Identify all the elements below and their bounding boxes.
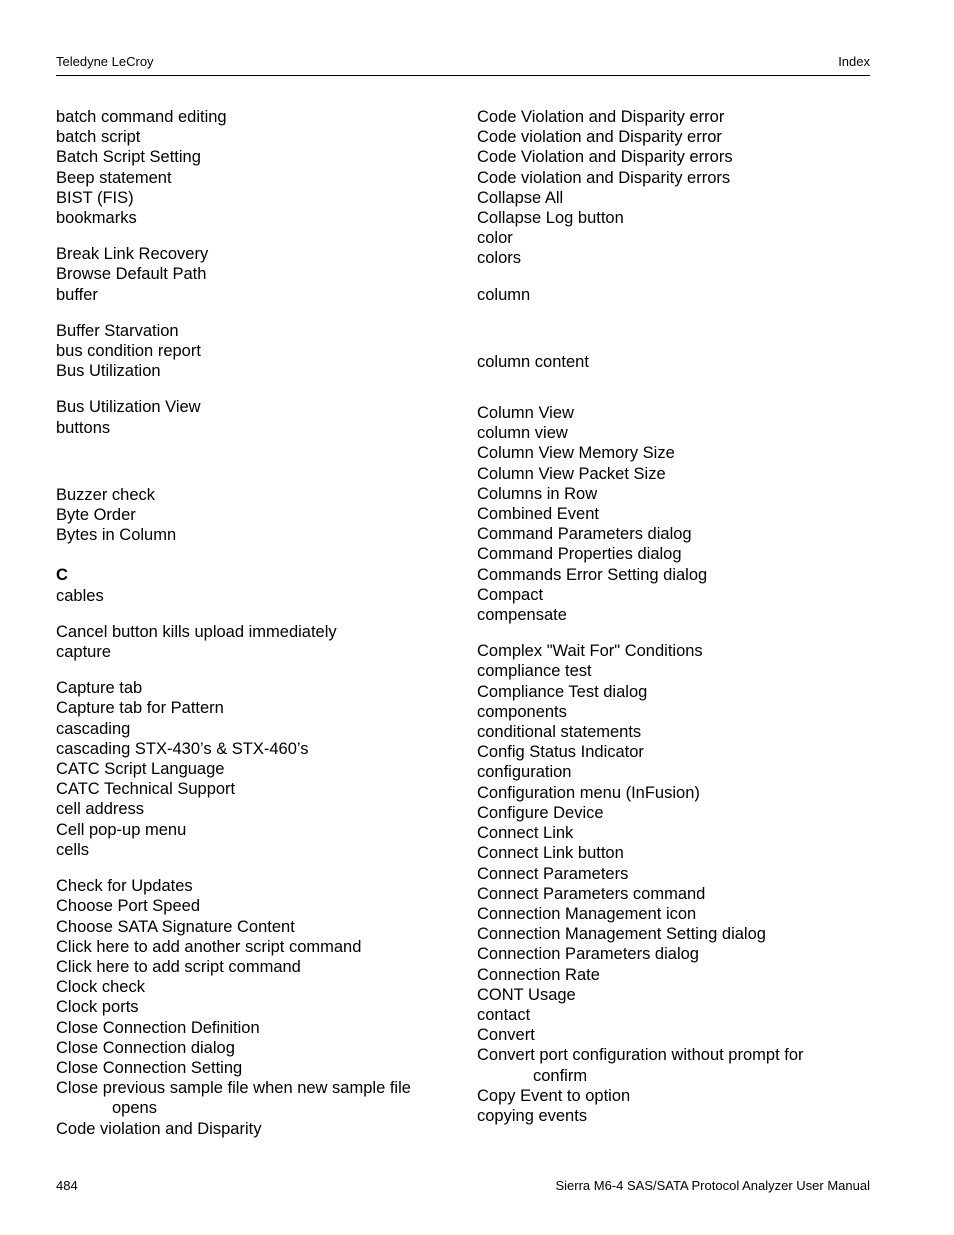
index-entry xyxy=(477,484,872,504)
index-entry xyxy=(477,168,872,188)
index-entry xyxy=(477,147,872,167)
index-entry xyxy=(56,505,451,525)
index-entry-text: Close Connection Definition xyxy=(56,1018,260,1037)
index-entry xyxy=(56,147,451,167)
index-entry xyxy=(477,864,872,884)
index-entry xyxy=(56,127,451,147)
index-entry-text: Config Status Indicator xyxy=(477,743,644,762)
index-entry-text: Combined Event xyxy=(477,505,599,524)
index-entry-text: column xyxy=(477,285,531,304)
index-entry xyxy=(56,1078,451,1118)
index-entry-text: Column View Packet Size xyxy=(477,464,666,483)
index-entry-text: CATC Technical Support xyxy=(56,780,236,799)
index-entry xyxy=(477,352,872,372)
index-entry xyxy=(56,977,451,997)
index-entry xyxy=(56,397,451,417)
index-entry-text: cascading xyxy=(56,719,131,738)
index-entry-text: Connection Management Setting dialog xyxy=(477,925,766,944)
index-entry-text: cascading STX-430’s & STX-460’s xyxy=(56,739,309,758)
index-entry xyxy=(56,937,451,957)
index-entry xyxy=(56,208,451,228)
index-entry xyxy=(56,642,451,662)
index-entry-text: Click here to add another script command xyxy=(56,937,362,956)
index-entry xyxy=(56,997,451,1017)
index-entry xyxy=(56,698,451,718)
index-entry-text: Bus Utilization View xyxy=(56,398,201,417)
index-entry xyxy=(477,1086,872,1106)
index-entry xyxy=(477,544,872,564)
index-entry xyxy=(477,107,872,127)
running-header-company: Teledyne LeCroy xyxy=(56,54,154,69)
index-entry xyxy=(56,622,451,642)
index-entry xyxy=(477,228,872,248)
index-entry xyxy=(477,965,872,985)
index-entry xyxy=(56,525,451,545)
index-entry-text: compliance test xyxy=(477,662,592,681)
index-entry xyxy=(56,678,451,698)
index-entry xyxy=(56,361,451,381)
index-entry-text: Collapse Log button xyxy=(477,209,624,228)
index-entry xyxy=(477,884,872,904)
index-entry xyxy=(56,779,451,799)
index-entry xyxy=(477,127,872,147)
index-entry-text: Command Properties dialog xyxy=(477,545,682,564)
index-entry xyxy=(477,702,872,722)
index-entry-text: C xyxy=(56,566,68,585)
index-entry-text: Connection Parameters dialog xyxy=(477,945,699,964)
index-entry-text: Connection Rate xyxy=(477,965,600,984)
index-entry xyxy=(477,1025,872,1045)
page-number: 484 xyxy=(56,1178,78,1193)
index-entry-text: Buzzer check xyxy=(56,485,156,504)
index-entry-text: cables xyxy=(56,586,104,605)
index-entry xyxy=(56,1018,451,1038)
index-entry-text: Cell pop-up menu xyxy=(56,820,187,839)
index-entry-text: cells xyxy=(56,840,90,859)
index-entry xyxy=(56,244,451,264)
header-divider xyxy=(56,75,870,76)
index-entry xyxy=(477,443,872,463)
index-entry xyxy=(56,418,451,438)
index-entry xyxy=(56,719,451,739)
index-entry-text: buffer xyxy=(56,285,98,304)
index-entry xyxy=(56,820,451,840)
index-entry xyxy=(477,682,872,702)
index-entry-text: Code violation and Disparity error xyxy=(477,128,722,147)
index-entry-text: Column View Memory Size xyxy=(477,444,675,463)
index-entry xyxy=(56,321,451,341)
index-entry xyxy=(477,641,872,661)
index-entry-continuation: opens xyxy=(112,1099,157,1118)
index-entry-text: Clock check xyxy=(56,978,145,997)
index-entry-text: column content xyxy=(477,352,589,371)
index-entry-text: Connect Parameters command xyxy=(477,884,706,903)
index-entry xyxy=(477,722,872,742)
index-entry-text: CONT Usage xyxy=(477,985,576,1004)
index-entry xyxy=(477,904,872,924)
index-entry-text: column view xyxy=(477,424,568,443)
index-entry-text: Connect Link button xyxy=(477,844,624,863)
index-entry-text: Code violation and Disparity xyxy=(56,1119,262,1138)
index-letter-heading xyxy=(56,565,451,585)
index-entry-text: buttons xyxy=(56,418,111,437)
index-entry xyxy=(477,188,872,208)
index-entry xyxy=(477,1106,872,1126)
index-entry-text: components xyxy=(477,702,567,721)
index-entry-text: Buffer Starvation xyxy=(56,321,179,340)
index-entry xyxy=(56,485,451,505)
index-entry xyxy=(477,803,872,823)
index-entry-text: Check for Updates xyxy=(56,877,193,896)
index-entry-text: batch script xyxy=(56,128,141,147)
index-entry-text: Bytes in Column xyxy=(56,526,177,545)
index-entry-text: batch command editing xyxy=(56,108,227,126)
index-entry xyxy=(477,208,872,228)
index-entry xyxy=(477,783,872,803)
index-entry xyxy=(56,799,451,819)
index-entry-text: configuration xyxy=(477,763,572,782)
index-entry-text: Clock ports xyxy=(56,998,139,1017)
index-entry-text: Column View xyxy=(477,404,574,423)
index-entry-text: color xyxy=(477,229,513,248)
index-entry xyxy=(477,423,872,443)
index-entry xyxy=(56,1038,451,1058)
index-entry-text: Compact xyxy=(477,585,544,604)
index-entry-text: Command Parameters dialog xyxy=(477,525,692,544)
index-entry-text: cell address xyxy=(56,800,145,819)
index-entry-text: Configure Device xyxy=(477,803,604,822)
index-entry-text: capture xyxy=(56,643,112,662)
index-entry xyxy=(477,585,872,605)
index-entry-text: Connect Parameters xyxy=(477,864,629,883)
index-entry-text: Byte Order xyxy=(56,506,136,525)
index-entry xyxy=(56,1058,451,1078)
index-entry xyxy=(477,464,872,484)
index-entry-text: copying events xyxy=(477,1106,588,1125)
index-entry-text: Code Violation and Disparity error xyxy=(477,108,725,126)
index-entry-text: Click here to add script command xyxy=(56,957,301,976)
index-entry xyxy=(477,985,872,1005)
index-entry xyxy=(477,762,872,782)
index-entry xyxy=(56,107,451,127)
index-entry xyxy=(56,759,451,779)
index-entry-text: Choose Port Speed xyxy=(56,897,201,916)
index-entry-text: CATC Script Language xyxy=(56,760,225,779)
index-entry xyxy=(477,843,872,863)
running-header-section: Index xyxy=(838,54,870,69)
index-entry xyxy=(477,823,872,843)
index-entry xyxy=(56,285,451,305)
index-entry-text: Columns in Row xyxy=(477,484,598,503)
index-entry-text: Capture tab xyxy=(56,679,143,698)
index-entry xyxy=(56,840,451,860)
index-entry-text: bookmarks xyxy=(56,209,137,228)
index-entry-text: Choose SATA Signature Content xyxy=(56,917,295,936)
index-entry-continuation: confirm xyxy=(533,1066,588,1085)
index-entry-text: colors xyxy=(477,249,522,268)
index-entry-text: Capture tab for Pattern xyxy=(56,699,224,718)
index-entry-text: Configuration menu (InFusion) xyxy=(477,783,700,802)
index-entry-text: Connection Management icon xyxy=(477,904,697,923)
index-entry-text: compensate xyxy=(477,606,567,625)
index-entry xyxy=(477,504,872,524)
index-entry xyxy=(477,924,872,944)
index-entry xyxy=(477,248,872,268)
index-entry-text: Cancel button kills upload immediately xyxy=(56,622,337,641)
index-entry xyxy=(56,739,451,759)
index-entry-text: Collapse All xyxy=(477,188,564,207)
index-entry-text: Close Connection dialog xyxy=(56,1038,235,1057)
index-entry-text: conditional statements xyxy=(477,723,642,742)
index-entry xyxy=(477,1045,872,1085)
index-column-right xyxy=(477,107,872,1126)
index-entry-text: Convert port configuration without prompt for xyxy=(477,1046,804,1065)
index-entry-text: Code violation and Disparity errors xyxy=(477,168,731,187)
index-entry xyxy=(477,605,872,625)
index-entry xyxy=(477,742,872,762)
index-entry-text: Close previous sample file when new sample file xyxy=(56,1079,411,1098)
index-entry xyxy=(56,264,451,284)
index-entry xyxy=(477,285,872,305)
index-entry xyxy=(56,188,451,208)
index-entry xyxy=(56,876,451,896)
index-entry xyxy=(56,896,451,916)
index-entry xyxy=(56,341,451,361)
index-entry xyxy=(477,524,872,544)
index-entry-text: Commands Error Setting dialog xyxy=(477,565,708,584)
index-entry-text: Browse Default Path xyxy=(56,265,207,284)
index-column-left xyxy=(56,107,451,1139)
index-entry-text: Compliance Test dialog xyxy=(477,682,648,701)
index-entry-text: Copy Event to option xyxy=(477,1086,631,1105)
index-entry-text: Beep statement xyxy=(56,168,172,187)
index-entry-text: Bus Utilization xyxy=(56,362,161,381)
index-entry xyxy=(477,565,872,585)
index-entry xyxy=(477,944,872,964)
index-entry-text: Connect Link xyxy=(477,824,574,843)
index-entry xyxy=(56,168,451,188)
index-entry-text: Close Connection Setting xyxy=(56,1058,243,1077)
index-entry xyxy=(56,1119,451,1139)
index-entry xyxy=(477,403,872,423)
index-entry-text: Code Violation and Disparity errors xyxy=(477,148,733,167)
index-entry-text: Break Link Recovery xyxy=(56,245,209,264)
index-entry-text: contact xyxy=(477,1005,531,1024)
index-entry-text: Convert xyxy=(477,1026,535,1045)
index-entry-text: BIST (FIS) xyxy=(56,188,134,207)
manual-title: Sierra M6-4 SAS/SATA Protocol Analyzer User Manual xyxy=(555,1178,870,1193)
index-entry xyxy=(56,917,451,937)
index-entry xyxy=(56,586,451,606)
index-entry xyxy=(56,957,451,977)
index-entry xyxy=(477,1005,872,1025)
index-entry-text: Batch Script Setting xyxy=(56,148,201,167)
index-entry xyxy=(477,661,872,681)
index-entry-text: bus condition report xyxy=(56,342,201,361)
index-entry-text: Complex "Wait For" Conditions xyxy=(477,642,703,661)
